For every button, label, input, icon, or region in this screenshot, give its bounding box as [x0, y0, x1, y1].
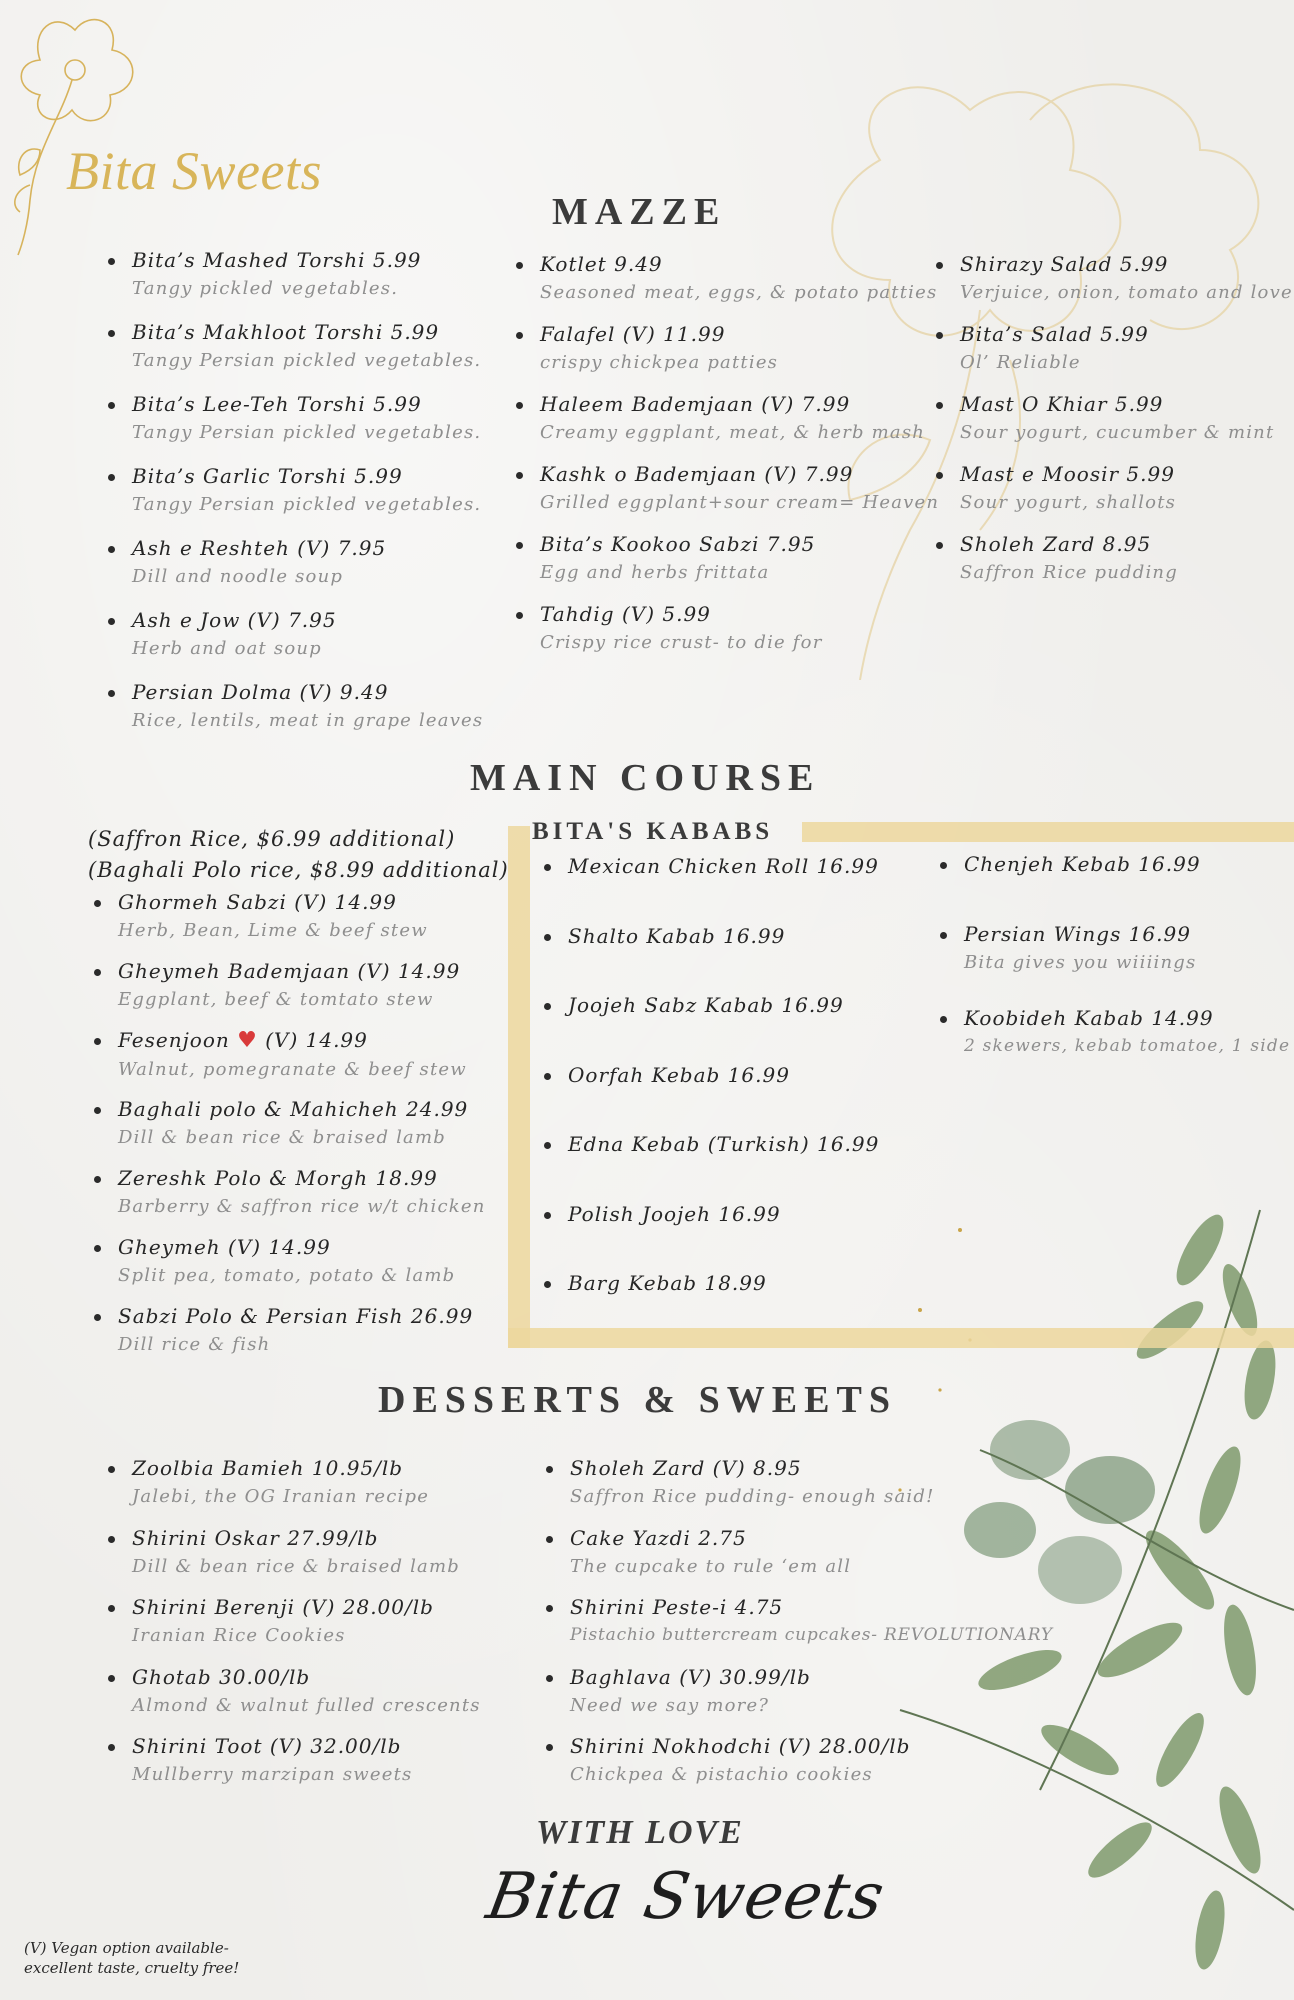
- item-name: Baghlava (V) 30.99/lb: [570, 1664, 811, 1689]
- item-description: The cupcake to rule ‘em all: [570, 1555, 852, 1577]
- item-description: Tangy pickled vegetables.: [132, 278, 399, 299]
- menu-item: [108, 608, 483, 680]
- item-description: Sour yogurt, shallots: [960, 492, 1177, 513]
- item-name: Persian Wings 16.99: [964, 922, 1191, 946]
- menu-item: [108, 392, 483, 464]
- item-name: Shirini Nokhodchi (V) 28.00/lb: [570, 1734, 911, 1758]
- item-name: Sholeh Zard (V) 8.95: [570, 1456, 802, 1480]
- item-name: Shirini Toot (V) 32.00/lb: [132, 1734, 402, 1758]
- item-name: Gheymeh Bademjaan (V) 14.99: [118, 959, 461, 983]
- item-name: Mast e Moosir 5.99: [960, 462, 1175, 486]
- item-name: [118, 1028, 486, 1053]
- heart-icon: ♥: [237, 1028, 258, 1053]
- menu-item: [108, 320, 483, 392]
- item-name: Cake Yazdi 2.75: [570, 1525, 747, 1550]
- item-name: Bita’s Makhloot Torshi 5.99: [132, 320, 440, 344]
- menu-item: [108, 1665, 481, 1735]
- item-name: Shirini Peste-i 4.75: [570, 1595, 784, 1619]
- menu-item: [94, 1235, 486, 1304]
- item-name: Bita’s Garlic Torshi 5.99: [132, 464, 403, 488]
- item-name: Shirini Berenji (V) 28.00/lb: [132, 1595, 434, 1619]
- mazze-column-3: [936, 252, 1293, 602]
- menu-item: [108, 536, 483, 608]
- item-description: Dill and noodle soup: [132, 566, 344, 587]
- vegan-footnote: [24, 1938, 239, 1978]
- rice-note-saffron: (Saffron Rice, $6.99 additional): [88, 827, 456, 851]
- menu-item: [546, 1665, 1053, 1735]
- menu-item: [546, 1734, 1053, 1804]
- menu-item: [544, 1271, 879, 1341]
- item-description: Almond & walnut fulled crescents: [132, 1694, 481, 1716]
- item-description: Grilled eggplant+sour cream= Heaven: [540, 492, 940, 513]
- item-name: Chenjeh Kebab 16.99: [964, 852, 1201, 876]
- item-description: Iranian Rice Cookies: [132, 1625, 346, 1646]
- desserts-column-2: [546, 1456, 1053, 1804]
- item-name-pre: Fesenjoon: [118, 1028, 230, 1052]
- menu-item: [516, 322, 939, 392]
- item-description: 2 skewers, kebab tomatoe, 1 side: [964, 1036, 1291, 1056]
- menu-item: [108, 1526, 481, 1596]
- item-description: Dill & bean rice & braised lamb: [118, 1127, 446, 1148]
- item-description: Verjuice, onion, tomato and love: [960, 282, 1293, 303]
- item-description: Pistachio buttercream cupcakes- REVOLUTIONARY: [570, 1625, 1053, 1645]
- item-name: Baghali polo & Mahicheh 24.99: [118, 1097, 469, 1121]
- menu-item: [936, 392, 1293, 462]
- item-description: Seasoned meat, eggs, & potato patties: [540, 282, 938, 303]
- menu-item: [108, 248, 483, 320]
- menu-item: [546, 1595, 1053, 1665]
- brand-title: Bita Sweets: [66, 141, 322, 201]
- footnote-line-2: excellent taste, cruelty free!: [24, 1959, 240, 1977]
- item-name-post: (V) 14.99: [265, 1028, 368, 1052]
- item-name: Ash e Jow (V) 7.95: [132, 608, 337, 632]
- item-name: Shalto Kabab 16.99: [568, 923, 786, 948]
- item-name: Tahdig (V) 5.99: [540, 602, 711, 626]
- item-name: Bita’s Mashed Torshi 5.99: [132, 248, 422, 272]
- menu-item: [516, 392, 939, 462]
- item-name: Ghormeh Sabzi (V) 14.99: [118, 890, 397, 914]
- menu-item: [940, 1006, 1290, 1090]
- item-description: Eggplant, beef & tomtato stew: [118, 989, 434, 1010]
- item-name: Kotlet 9.49: [540, 252, 663, 276]
- menu-item: [94, 1028, 486, 1097]
- item-name: Ash e Reshteh (V) 7.95: [132, 536, 387, 560]
- desserts-column-1: [108, 1456, 481, 1804]
- kababs-column-1: [544, 854, 879, 1341]
- rice-notes: [88, 824, 509, 886]
- frame-left-bar: [508, 826, 530, 1348]
- frame-top-bar: [802, 822, 1294, 842]
- section-title-main-course: MAIN COURSE: [470, 757, 821, 799]
- menu-item: [544, 854, 879, 924]
- item-name: Zoolbia Bamieh 10.95/lb: [132, 1456, 404, 1480]
- item-name: Ghotab 30.00/lb: [132, 1664, 311, 1689]
- menu-item: [516, 252, 939, 322]
- item-name: Mast O Khiar 5.99: [960, 392, 1164, 416]
- menu-item: [936, 462, 1293, 532]
- section-title-desserts: DESSERTS & SWEETS: [378, 1379, 897, 1421]
- item-description: Sour yogurt, cucumber & mint: [960, 422, 1275, 443]
- item-name: Mexican Chicken Roll 16.99: [568, 854, 879, 878]
- item-description: Saffron Rice pudding: [960, 562, 1178, 583]
- item-name: Gheymeh (V) 14.99: [118, 1235, 331, 1259]
- menu-item: [108, 1595, 481, 1665]
- item-description: Chickpea & pistachio cookies: [570, 1764, 873, 1785]
- item-name: Edna Kebab (Turkish) 16.99: [568, 1132, 880, 1156]
- item-description: Herb, Bean, Lime & beef stew: [118, 920, 428, 941]
- menu-item: [94, 1166, 486, 1235]
- menu-item: [516, 462, 939, 532]
- menu-item: [936, 322, 1293, 392]
- section-title-kababs: BITA'S KABABS: [532, 818, 774, 845]
- menu-item: [108, 464, 483, 536]
- item-name: Polish Joojeh 16.99: [568, 1201, 781, 1226]
- item-name: Bita’s Lee-Teh Torshi 5.99: [132, 392, 422, 416]
- menu-item: [94, 1304, 486, 1373]
- item-description: Egg and herbs frittata: [540, 562, 770, 583]
- menu-item: [108, 1734, 481, 1804]
- menu-item: [94, 1097, 486, 1166]
- item-name: Sholeh Zard 8.95: [960, 532, 1152, 556]
- item-name: Oorfah Kebab 16.99: [568, 1062, 790, 1087]
- item-name: Shirini Oskar 27.99/lb: [132, 1525, 379, 1550]
- menu-item: [546, 1526, 1053, 1596]
- menu-item: [544, 993, 879, 1063]
- item-name: Barg Kebab 18.99: [568, 1271, 767, 1295]
- menu-item: [544, 924, 879, 994]
- mazze-column-2: [516, 252, 939, 672]
- menu-item: [94, 959, 486, 1028]
- menu-item: [108, 1456, 481, 1526]
- menu-item: [544, 1202, 879, 1272]
- item-name: Bita’s Salad 5.99: [960, 322, 1149, 346]
- menu-item: [516, 602, 939, 672]
- item-description: Tangy Persian pickled vegetables.: [132, 350, 482, 371]
- item-name: Haleem Bademjaan (V) 7.99: [540, 392, 851, 416]
- item-description: Creamy eggplant, meat, & herb mash: [540, 422, 926, 443]
- item-description: Ol’ Reliable: [960, 352, 1081, 373]
- item-name: Sabzi Polo & Persian Fish 26.99: [118, 1304, 474, 1328]
- item-description: Mullberry marzipan sweets: [132, 1764, 413, 1785]
- rice-note-baghali: (Baghali Polo rice, $8.99 additional): [88, 858, 509, 882]
- item-name: Persian Dolma (V) 9.49: [132, 680, 389, 704]
- item-description: Split pea, tomato, potato & lamb: [118, 1265, 456, 1286]
- item-name: Joojeh Sabz Kabab 16.99: [568, 993, 844, 1017]
- item-description: Need we say more?: [570, 1694, 770, 1716]
- item-description: Crispy rice crust- to die for: [540, 632, 823, 653]
- section-title-mazze: MAZZE: [552, 191, 727, 233]
- item-description: Saffron Rice pudding- enough said!: [570, 1486, 935, 1507]
- menu-item: [108, 680, 483, 752]
- footnote-line-1: (V) Vegan option available-: [24, 1939, 229, 1957]
- item-name: Bita’s Kookoo Sabzi 7.95: [540, 532, 816, 556]
- item-name: Falafel (V) 11.99: [540, 322, 726, 346]
- menu-item: [516, 532, 939, 602]
- item-description: Bita gives you wiiiings: [964, 952, 1197, 973]
- gold-flower-illustration: [0, 0, 160, 260]
- item-name: Zereshk Polo & Morgh 18.99: [118, 1166, 438, 1190]
- item-description: Dill rice & fish: [118, 1334, 271, 1355]
- kababs-column-2: [940, 852, 1290, 1090]
- signature: Bita Sweets: [481, 1860, 891, 1934]
- item-name: Koobideh Kabab 14.99: [964, 1006, 1214, 1030]
- item-description: Tangy Persian pickled vegetables.: [132, 422, 482, 443]
- item-name: Kashk o Bademjaan (V) 7.99: [540, 462, 854, 486]
- mazze-column-1: [108, 248, 483, 752]
- menu-item: [94, 890, 486, 959]
- item-description: Rice, lentils, meat in grape leaves: [132, 710, 484, 731]
- menu-item: [936, 252, 1293, 322]
- item-description: Jalebi, the OG Iranian recipe: [132, 1486, 430, 1507]
- item-name: Shirazy Salad 5.99: [960, 252, 1169, 276]
- item-description: Tangy Persian pickled vegetables.: [132, 494, 482, 515]
- menu-item: [940, 852, 1290, 922]
- item-description: crispy chickpea patties: [540, 352, 779, 373]
- menu-item: [936, 532, 1293, 602]
- item-description: Dill & bean rice & braised lamb: [132, 1555, 460, 1577]
- menu-item: [940, 922, 1290, 1006]
- item-description: Herb and oat soup: [132, 638, 322, 659]
- menu-item: [546, 1456, 1053, 1526]
- item-description: Walnut, pomegranate & beef stew: [118, 1059, 467, 1080]
- menu-item: [544, 1063, 879, 1133]
- main-course-list: [94, 890, 486, 1373]
- item-description: Barberry & saffron rice w/t chicken: [118, 1196, 486, 1217]
- closing-text: WITH LOVE: [536, 1814, 744, 1851]
- menu-item: [544, 1132, 879, 1202]
